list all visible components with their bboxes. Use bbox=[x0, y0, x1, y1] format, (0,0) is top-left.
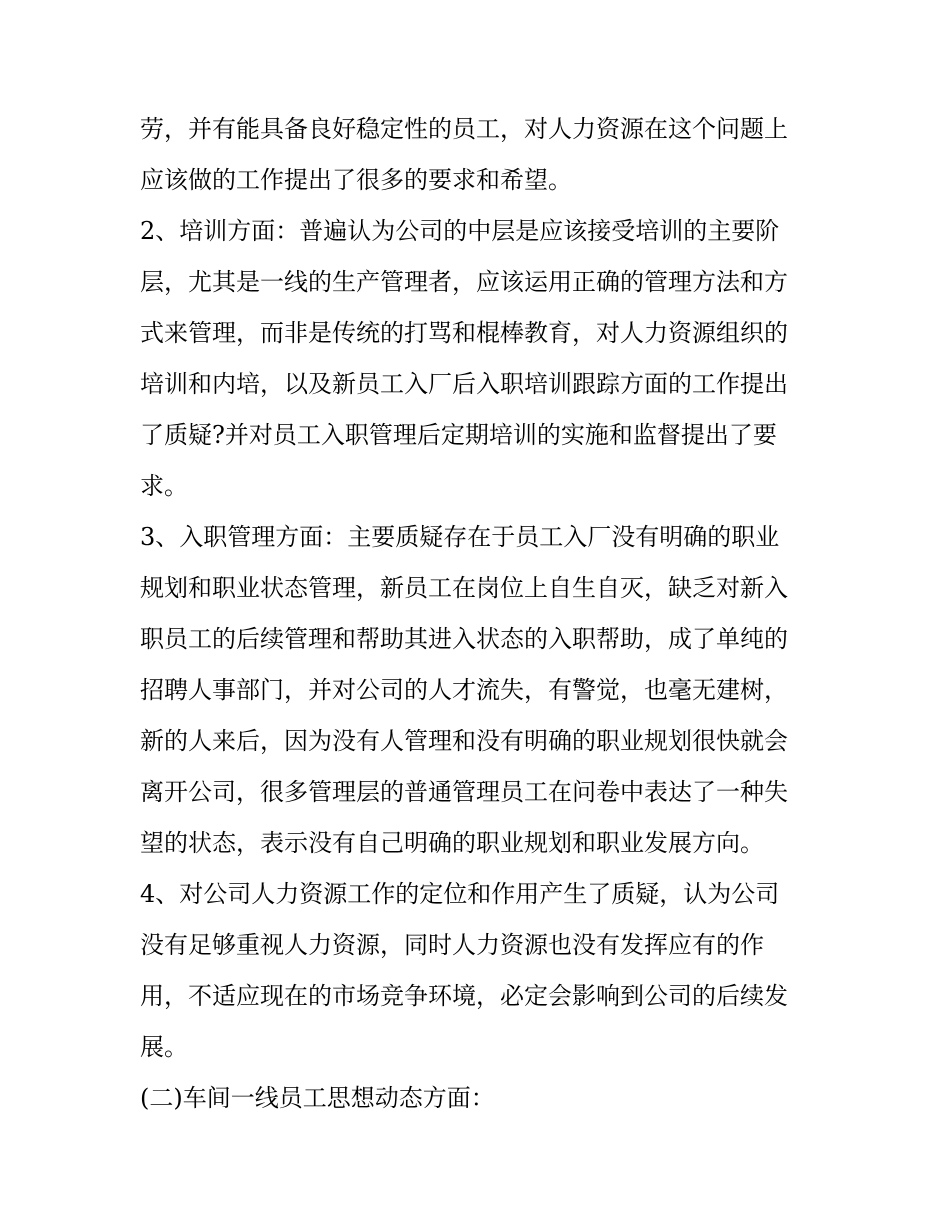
section-heading: (二)车间一线员工思想动态方面： bbox=[140, 1084, 495, 1112]
document-body bbox=[140, 104, 820, 1124]
text-line: 2、培训方面：普遍认为公司的中层是应该接受培训的主要阶 bbox=[140, 217, 780, 245]
text-line: 层，尤其是一线的生产管理者，应该运用正确的管理方法和方 bbox=[140, 268, 788, 296]
text-line: 劳，并有能具备良好稳定性的员工，对人力资源在这个问题上 bbox=[140, 115, 788, 143]
text-line: 招聘人事部门，并对公司的人才流失，有警觉，也毫无建树， bbox=[140, 676, 788, 704]
text-line: 职员工的后续管理和帮助其进入状态的入职帮助，成了单纯的 bbox=[140, 625, 788, 653]
text-line: 培训和内培，以及新员工入厂后入职培训跟踪方面的工作提出 bbox=[140, 370, 788, 398]
text-line: 新的人来后，因为没有人管理和没有明确的职业规划很快就会 bbox=[140, 727, 788, 755]
text-line: 应该做的工作提出了很多的要求和希望。 bbox=[140, 166, 572, 194]
text-line: 3、入职管理方面：主要质疑存在于员工入厂没有明确的职业 bbox=[140, 523, 780, 551]
text-line: 规划和职业状态管理，新员工在岗位上自生自灭，缺乏对新入 bbox=[140, 574, 788, 602]
text-line: 展。 bbox=[140, 1033, 188, 1061]
text-line: 求。 bbox=[140, 472, 188, 500]
text-line: 4、对公司人力资源工作的定位和作用产生了质疑，认为公司 bbox=[140, 880, 780, 908]
text-line: 用，不适应现在的市场竞争环境，必定会影响到公司的后续发 bbox=[140, 982, 788, 1010]
text-line: 了质疑?并对员工入职管理后定期培训的实施和监督提出了要 bbox=[140, 421, 777, 449]
text-line: 望的状态，表示没有自己明确的职业规划和职业发展方向。 bbox=[140, 829, 764, 857]
text-line: 式来管理，而非是传统的打骂和棍棒教育，对人力资源组织的 bbox=[140, 319, 788, 347]
text-line: 离开公司，很多管理层的普通管理员工在问卷中表达了一种失 bbox=[140, 778, 788, 806]
text-line: 没有足够重视人力资源，同时人力资源也没有发挥应有的作 bbox=[140, 931, 764, 959]
